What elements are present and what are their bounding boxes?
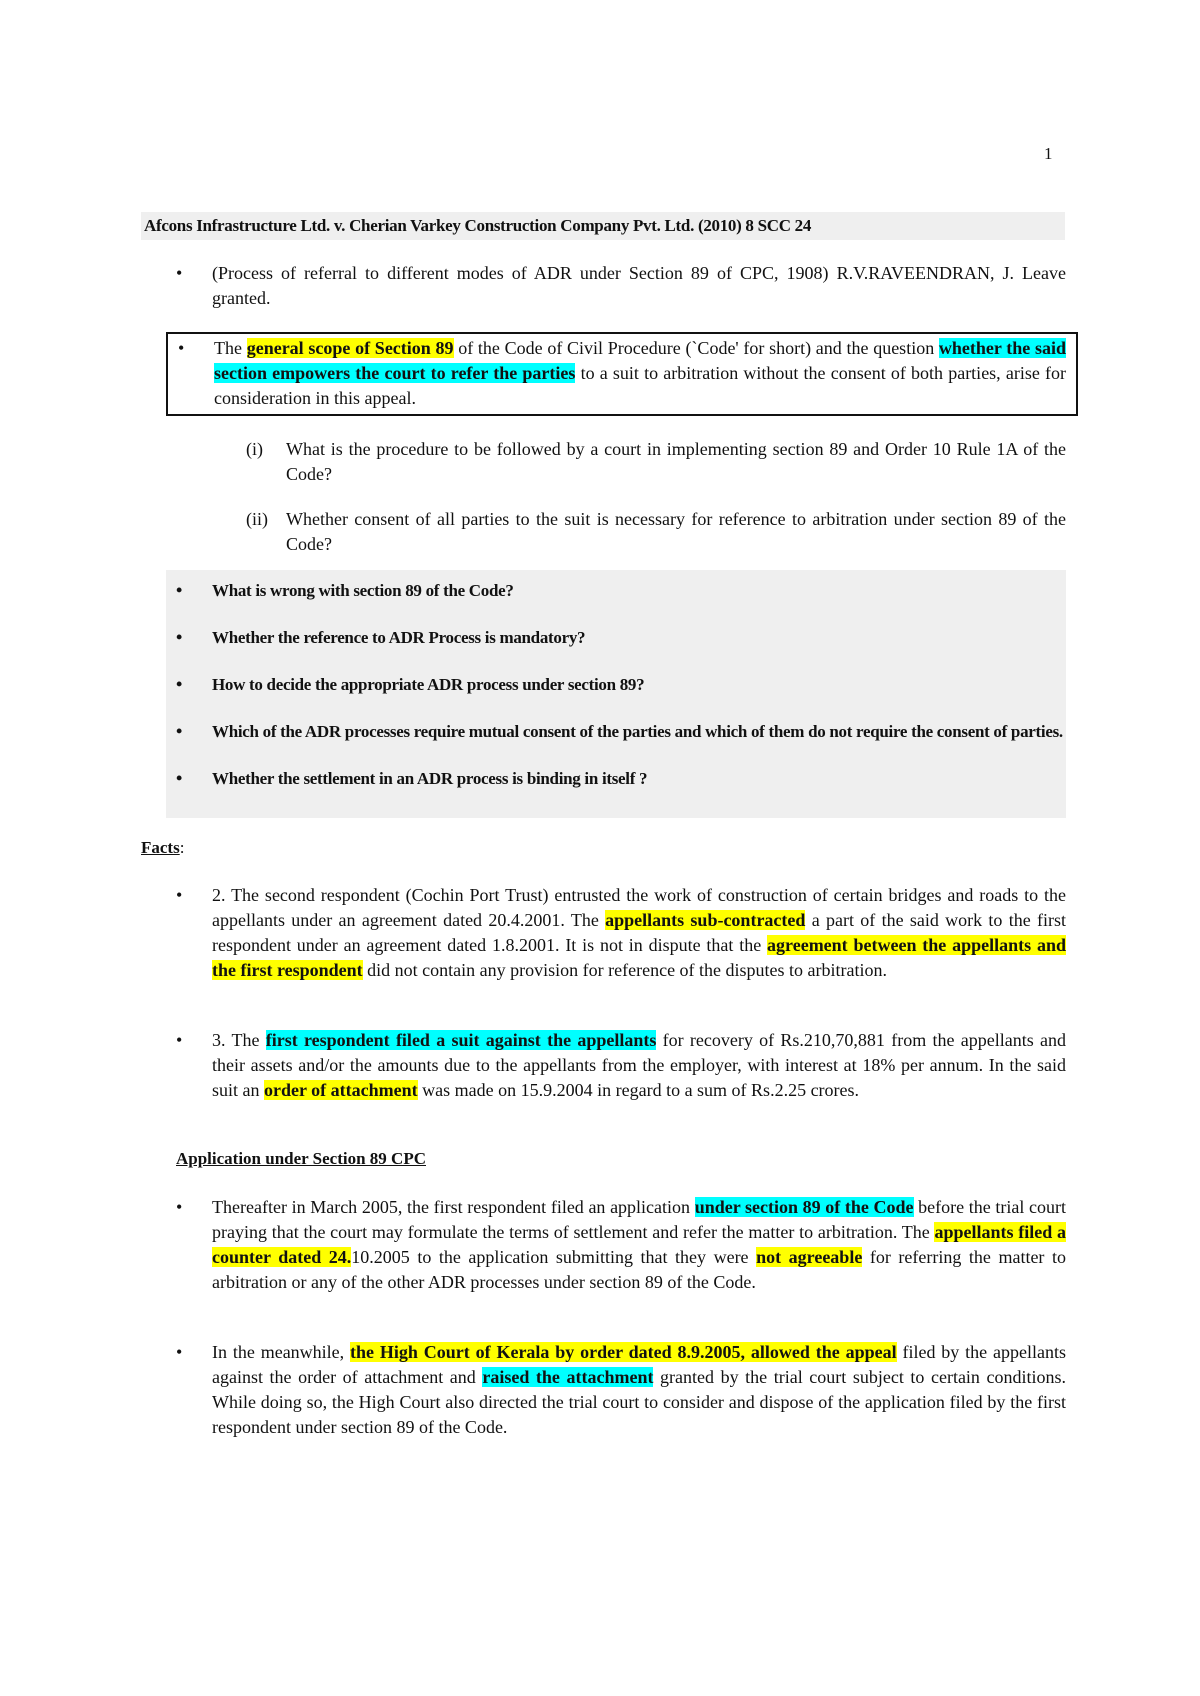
facts-heading: Facts: [141, 838, 185, 857]
scope-box [166, 332, 1078, 416]
fact-3-paragraph [176, 1028, 1066, 1103]
case-title: Afcons Infrastructure Ltd. v. Cherian Varkey Construction Company Pvt. Ltd. (2010) 8 SCC 24 [141, 212, 1065, 240]
list-item: (ii) Whether consent of all parties to the suit is necessary for reference to arbitration under section 89 of the Code? [246, 509, 1066, 554]
list-item: • How to decide the appropriate ADR process under section 89? [176, 672, 1066, 697]
highlight: the High Court of Kerala by order dated 8.9.2005, allowed the appeal [350, 1342, 897, 1362]
highlight: first respondent filed a suit against the appellants [265, 1030, 657, 1050]
highlight: agreement between the appellants and the first respondent [212, 935, 1066, 980]
highlight: appellants sub-contracted [605, 910, 806, 930]
question-list [246, 437, 1066, 557]
application-paragraph-2 [176, 1340, 1066, 1440]
application-heading: Application under Section 89 CPC [176, 1149, 426, 1168]
list-item: • Whether the reference to ADR Process is mandatory? [176, 625, 1066, 650]
highlight: under section 89 of the Code [694, 1197, 914, 1217]
list-item: • 3. The first respondent filed a suit against the appellants for recovery of Rs.210,70,881 from the appellants and their assets and/or the amounts due to the appellants from the employer, with interest at 18% per annum. In the said suit an order of attachment was made on 15.9.2004 in regard to a sum of Rs.2.25 crores. [176, 1028, 1066, 1103]
highlight: order of attachment [264, 1080, 418, 1100]
list-item: (i) What is the procedure to be followed by a court in implementing section 89 and Order 10 Rule 1A of the Code? [246, 439, 1066, 484]
list-item: • What is wrong with section 89 of the Code? [176, 578, 1066, 603]
highlight: not agreeable [756, 1247, 863, 1267]
list-item: • (Process of referral to different modes of ADR under Section 89 of CPC, 1908) R.V.RAVEENDRAN, J. Leave granted. [176, 261, 1066, 311]
highlight: raised the attachment [482, 1367, 654, 1387]
highlight: general scope of Section 89 [246, 338, 454, 358]
list-item: • In the meanwhile, the High Court of Kerala by order dated 8.9.2005, allowed the appeal filed by the appellants against the order of attachment and raised the attachment granted by the trial court subject to certain conditions. While doing so, the High Court also directed the trial court to consider and dispose of the application filed by the first respondent under section 89 of the Code. [176, 1340, 1066, 1440]
list-item: • 2. The second respondent (Cochin Port Trust) entrusted the work of construction of certain bridges and roads to the appellants under an agreement dated 20.4.2001. The appellants sub-contracted a part of the said work to the first respondent under an agreement dated 1.8.2001. It is not in dispute that the agreement between the appellants and the first respondent did not contain any provision for reference of the disputes to arbitration. [176, 883, 1066, 983]
intro-paragraph [176, 261, 1066, 311]
list-item: • The general scope of Section 89 of the Code of Civil Procedure (`Code' for short) and the question whether the said section empowers the court to refer the parties to a suit to arbitration without the consent of both parties, arise for consideration in this appeal. [178, 336, 1066, 411]
highlight: appellants filed a counter dated 24. [212, 1222, 1066, 1267]
list-number: (i) [246, 439, 263, 459]
fact-2-paragraph [176, 883, 1066, 983]
list-item: • Which of the ADR processes require mutual consent of the parties and which of them do not require the consent of parties. [176, 719, 1066, 744]
page-number: 1 [1044, 144, 1053, 163]
application-paragraph-1 [176, 1195, 1066, 1295]
list-item: • Whether the settlement in an ADR process is binding in itself ? [176, 766, 1066, 791]
highlight: whether the said section empowers the court to refer the parties [214, 338, 1066, 383]
issues-panel [166, 570, 1066, 818]
list-item: • Thereafter in March 2005, the first respondent filed an application under section 89 of the Code before the trial court praying that the court may formulate the terms of settlement and refer the matter to arbitration. The appellants filed a counter dated 24.10.2005 to the application submitting that they were not agreeable for referring the matter to arbitration or any of the other ADR processes under section 89 of the Code. [176, 1195, 1066, 1295]
list-number: (ii) [246, 509, 268, 529]
